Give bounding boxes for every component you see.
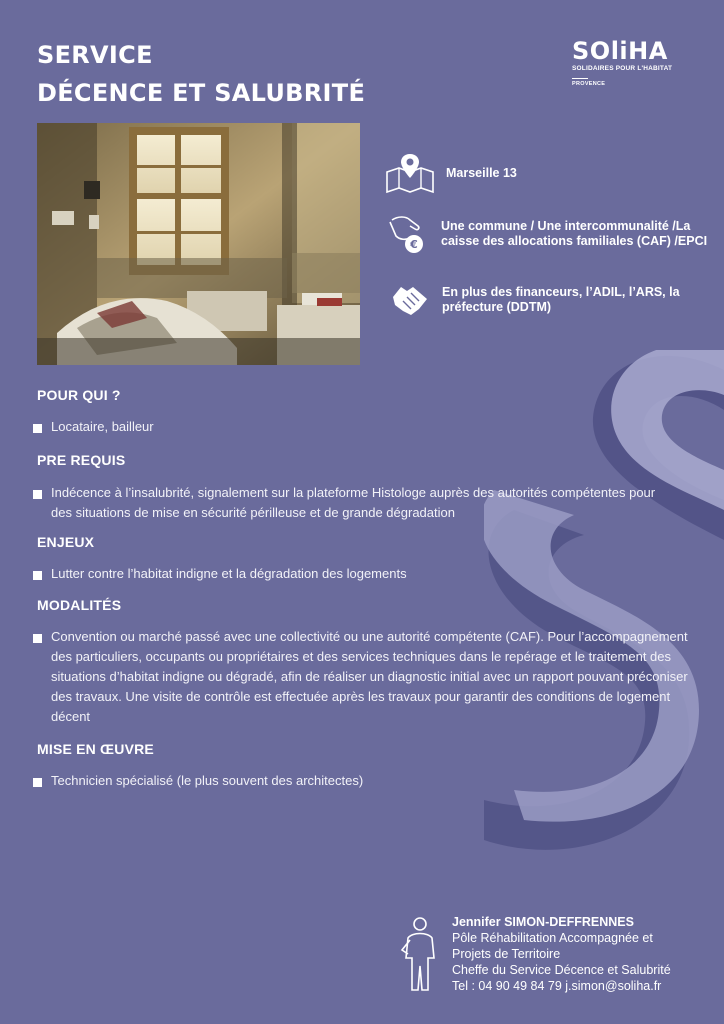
partners-text: En plus des financeurs, l’ADIL, l’ARS, la préfecture (DDTM): [442, 285, 680, 314]
mise-en-oeuvre-text: Technicien spécialisé (le plus souvent des architectes): [51, 773, 364, 788]
euro-hand-icon: [388, 212, 428, 256]
contact-role-1: Pôle Réhabilitation Accompagnée et: [452, 931, 653, 945]
section-title-pre-requis: PRE REQUIS: [37, 452, 126, 468]
bullet-icon: [33, 571, 42, 580]
list-item: [33, 771, 363, 791]
page-title: [37, 36, 365, 112]
logo-divider: [572, 78, 588, 79]
soliha-logo: [572, 38, 682, 87]
title-line-1: SERVICE: [37, 41, 153, 69]
enjeux-text: Lutter contre l’habitat indigne et la dégradation des logements: [51, 566, 407, 581]
bullet-icon: [33, 778, 42, 787]
map-pin-icon: [385, 152, 435, 194]
logo-name: SOliHA: [572, 37, 668, 65]
contact-role-3: Cheffe du Service Décence et Salubrité: [452, 963, 671, 977]
list-item: [33, 483, 678, 523]
modalites-text: Convention ou marché passé avec une collectivité ou une autorité compétente (CAF). Pour l’accompagnement des particuliers, occupants ou propriétaires et des services techniques dans le repérage et le traitement des situations d’habitat indigne ou dégradé, afin de réaliser un diagnostic initial avec un rapport pouvant préconiser des travaux. Une visite de contrôle est effectuée après les travaux pour garantir des conditions de logement décent: [51, 629, 688, 724]
bullet-icon: [33, 490, 42, 499]
section-title-modalites: MODALITÉS: [37, 597, 122, 613]
info-partners: [391, 283, 702, 317]
location-text: Marseille 13: [446, 165, 517, 180]
handshake-icon: [391, 283, 429, 317]
bullet-icon: [33, 424, 42, 433]
list-item: [33, 564, 407, 584]
list-item: [33, 627, 705, 727]
svg-text:€: €: [410, 238, 418, 251]
insalubrious-room-photo: [37, 123, 360, 365]
contact-role-2: Projets de Territoire: [452, 947, 561, 961]
person-icon: [398, 914, 440, 994]
bullet-icon: [33, 634, 42, 643]
logo-tagline: SOLIDAIRES POUR L'HABITAT: [572, 65, 673, 72]
financers-text: Une commune / Une intercommunalité /La caisse des allocations familiales (CAF) /EPCI: [441, 219, 708, 248]
pre-requis-text: Indécence à l’insalubrité, signalement sur la plateforme Histologe auprès des autorités compétentes pour des situations de mise en sécurité périlleuse et de grande dégradation: [51, 485, 656, 520]
contact-text: [452, 914, 671, 994]
info-financers: [388, 212, 711, 256]
list-item: [33, 417, 154, 437]
section-title-pour-qui: POUR QUI ?: [37, 387, 121, 403]
info-location: [385, 152, 517, 194]
contact-phone-email: Tel : 04 90 49 84 79 j.simon@soliha.fr: [452, 979, 662, 993]
title-line-2: DÉCENCE ET SALUBRITÉ: [37, 79, 366, 107]
contact-block: [398, 914, 671, 994]
soliha-s-decoration: [484, 350, 724, 860]
section-title-enjeux: ENJEUX: [37, 534, 95, 550]
logo-region: PROVENCE: [572, 81, 606, 87]
section-title-mise-en-oeuvre: MISE EN ŒUVRE: [37, 741, 154, 757]
contact-name: Jennifer SIMON-DEFFRENNES: [452, 915, 634, 929]
pour-qui-text: Locataire, bailleur: [51, 419, 154, 434]
